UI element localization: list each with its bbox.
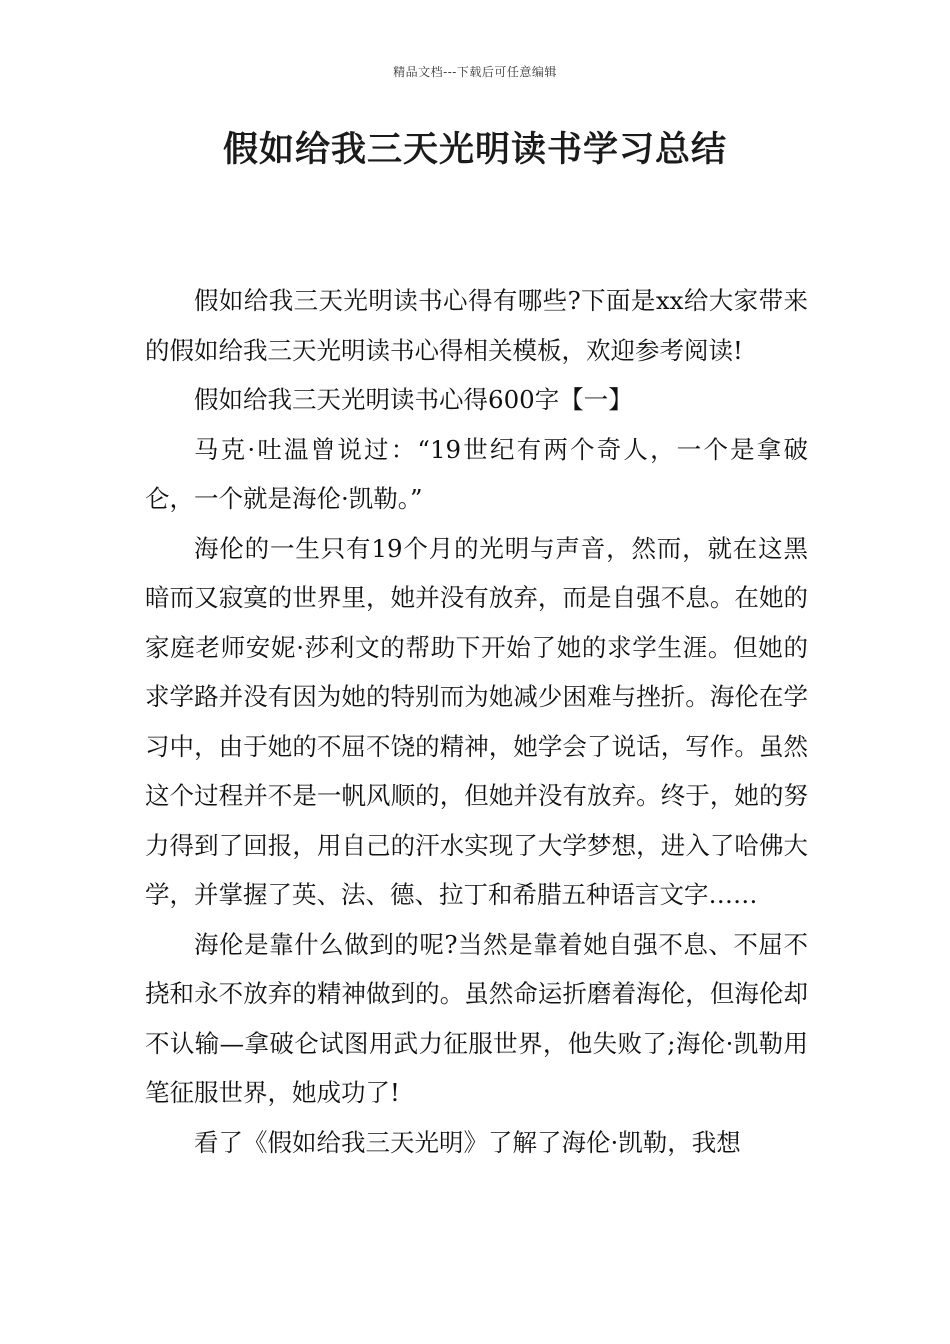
paragraph-intro: 假如给我三天光明读书心得有哪些?下面是xx给大家带来的假如给我三天光明读书心得相关模板，欢迎参考阅读! xyxy=(145,286,808,365)
document-title: 假如给我三天光明读书学习总结 xyxy=(222,130,727,170)
document-body xyxy=(145,276,808,1167)
paragraph-quote: 马克·吐温曾说过：“19世纪有两个奇人，一个是拿破仑，一个就是海伦·凯勒。” xyxy=(145,434,808,513)
paragraph-reflection: 看了《假如给我三天光明》了解了海伦·凯勒，我想 xyxy=(194,1127,741,1157)
paragraph-helen-spirit: 海伦是靠什么做到的呢?当然是靠着她自强不息、不屈不挠和永不放弃的精神做到的。虽然命运折磨着海伦，但海伦却不认输—拿破仑试图用武力征服世界，他失败了;海伦·凯勒用笔征服世界，她成功了! xyxy=(145,929,808,1107)
paragraph-helen-life: 海伦的一生只有19个月的光明与声音，然而，就在这黑暗而又寂寞的世界里，她并没有放弃，而是自强不息。在她的家庭老师安妮·莎利文的帮助下开始了她的求学生涯。但她的求学路并没有因为她的特别而为她减少困难与挫折。海伦在学习中，由于她的不屈不饶的精神，她学会了说话，写作。虽然这个过程并不是一帆风顺的，但她并没有放弃。终于，她的努力得到了回报，用自己的汗水实现了大学梦想，进入了哈佛大学，并掌握了英、法、德、拉丁和希腊五种语言文字…… xyxy=(145,533,808,909)
header-note: 精品文档---下载后可任意编辑 xyxy=(393,65,557,79)
paragraph-section-heading: 假如给我三天光明读书心得600字【一】 xyxy=(194,385,633,414)
